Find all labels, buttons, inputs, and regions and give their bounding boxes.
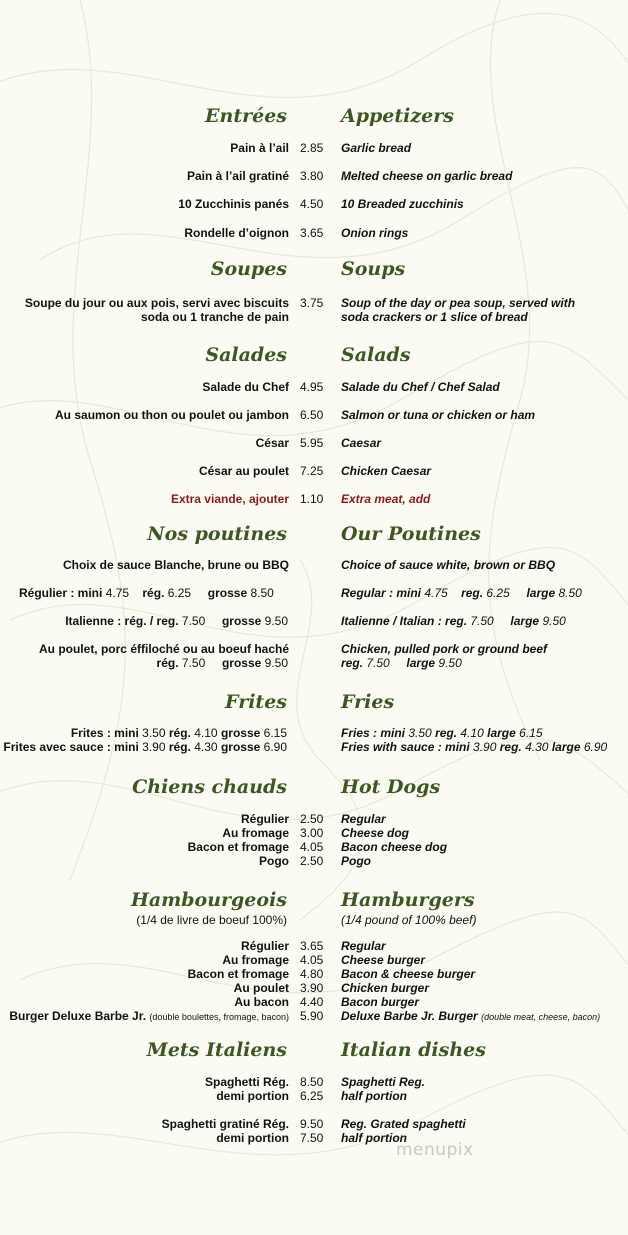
hot-dogs-heading: Hot Dogs: [341, 776, 441, 798]
size-label: large: [551, 740, 581, 754]
size-label: reg.: [341, 656, 364, 670]
hamburger-subtitle-fr: (1/4 de livre de boeuf 100%): [136, 913, 287, 927]
menu-item-price: 4.95: [300, 380, 324, 394]
menu-item-price: 3.00: [300, 826, 324, 840]
menu-item-fr: Au saumon ou thon ou poulet ou jambon: [55, 408, 289, 422]
price: 4.75: [424, 586, 448, 600]
extra-meat-fr: Extra viande, ajouter: [170, 492, 289, 506]
menu-item-price: 4.40: [300, 995, 324, 1009]
price: 6.90: [263, 740, 287, 754]
menu-item-price: 1.10: [300, 492, 324, 506]
menu-item-fr: Régulier: [240, 812, 289, 826]
appetizers-heading: Appetizers: [341, 105, 454, 127]
price: 3.50: [408, 726, 432, 740]
price: 9.50: [264, 656, 288, 670]
menu-item-en: Cheese burger: [341, 953, 426, 967]
menu-item-en: Chicken Caesar: [341, 464, 432, 478]
menu-item-en: Onion rings: [341, 226, 409, 240]
sauce-choice-en: Choice of sauce white, brown or BBQ: [341, 558, 556, 572]
size-label: grosse: [207, 586, 248, 600]
hambourgeois-heading: Hambourgeois: [130, 889, 287, 911]
size-label: rég.: [142, 586, 165, 600]
menu-item-fr: Bacon et fromage: [187, 967, 289, 981]
size-label: Regular : mini: [341, 586, 422, 600]
price: 4.30: [194, 740, 218, 754]
size-label: grosse: [220, 726, 261, 740]
size-label: large: [510, 614, 540, 628]
menu-item-en: Salmon or tuna or chicken or ham: [341, 408, 536, 422]
size-label: grosse: [221, 614, 262, 628]
menu-item-en: Reg. Grated spaghetti: [341, 1117, 466, 1131]
menu-item-fr: Au poulet: [233, 981, 289, 995]
soup-description-en-2: soda crackers or 1 slice of bread: [341, 310, 528, 324]
size-label: Fries : mini: [341, 726, 406, 740]
deluxe-burger-name: Burger Deluxe Barbe Jr.: [9, 1009, 147, 1023]
deluxe-burger-en: [341, 1009, 600, 1024]
menu-item-fr: Régulier: [240, 939, 289, 953]
menu-item-en: Bacon burger: [341, 995, 420, 1009]
poutine-italian-en: [341, 614, 566, 628]
menu-item-price: 9.50: [300, 1117, 324, 1131]
menu-item-price: 3.65: [300, 939, 324, 953]
price: 6.15: [519, 726, 543, 740]
price: 4.30: [525, 740, 549, 754]
poutine-italian-fr: [65, 614, 288, 628]
size-label: Italienne / Italian : reg.: [341, 614, 468, 628]
menu-item-price: 6.25: [300, 1089, 324, 1103]
menu-item-price: 4.05: [300, 840, 324, 854]
deluxe-burger-fr: [9, 1009, 289, 1024]
menu-item-en: Bacon cheese dog: [341, 840, 448, 854]
menu-item-fr: Salade du Chef: [202, 380, 289, 394]
deluxe-burger-note: (double boulettes, fromage, bacon): [149, 1012, 289, 1022]
salads-heading: Salads: [341, 344, 411, 366]
price: 4.10: [460, 726, 484, 740]
soup-description-en: Soup of the day or pea soup, served with: [341, 296, 576, 310]
menu-item-en: Spaghetti Reg.: [341, 1075, 426, 1089]
menu-item-price: 7.50: [300, 1131, 324, 1145]
frites-heading: Frites: [225, 691, 287, 713]
menu-item-price: 2.50: [300, 854, 324, 868]
size-label: large: [406, 656, 436, 670]
price: 9.50: [438, 656, 462, 670]
soup-description-fr-2: soda ou 1 tranche de pain: [140, 310, 289, 324]
poutine-regular-en: [341, 586, 582, 600]
price: 9.50: [542, 614, 566, 628]
mets-italiens-heading: Mets Italiens: [146, 1039, 287, 1061]
menu-item-en: Garlic bread: [341, 141, 412, 155]
poutine-meat-fr-prices: [157, 656, 288, 670]
menu-item-price: 4.05: [300, 953, 324, 967]
menu-item-fr: Au fromage: [222, 826, 289, 840]
price: 3.50: [142, 726, 166, 740]
menu-item-price: 2.50: [300, 812, 324, 826]
size-label: reg.: [435, 726, 458, 740]
menu-item-price: 7.25: [300, 464, 324, 478]
salades-heading: Salades: [205, 344, 287, 366]
hamburger-subtitle-en: (1/4 pound of 100% beef): [341, 913, 477, 927]
menu-item-fr: Au bacon: [234, 995, 289, 1009]
soups-heading: Soups: [341, 258, 406, 280]
menu-item-fr: César au poulet: [198, 464, 289, 478]
menu-item-en: Pogo: [341, 854, 371, 868]
deluxe-burger-note: (double meat, cheese, bacon): [481, 1012, 601, 1022]
menu-item-fr: Spaghetti Rég.: [204, 1075, 289, 1089]
menu-item-fr: César: [255, 436, 289, 450]
poutine-meat-en-prices: [341, 656, 462, 670]
menu-item-fr: Rondelle d’oignon: [184, 226, 289, 240]
menu-item-en: Caesar: [341, 436, 382, 450]
size-label: rég.: [168, 740, 191, 754]
menu-item-price: 4.80: [300, 967, 324, 981]
price: 3.90: [142, 740, 166, 754]
size-label: rég.: [156, 656, 179, 670]
price: 7.50: [181, 656, 206, 670]
price: 8.50: [558, 586, 582, 600]
menu-item-en: Salade du Chef / Chef Salad: [341, 380, 500, 394]
menu-item-en: Chicken burger: [341, 981, 430, 995]
poutines-heading-fr: Nos poutines: [147, 523, 287, 545]
price: 6.15: [263, 726, 287, 740]
menu-item-fr: Pain à l’ail gratiné: [186, 169, 289, 183]
deluxe-burger-name: Deluxe Barbe Jr. Burger: [341, 1009, 478, 1023]
italian-dishes-heading: Italian dishes: [341, 1039, 486, 1061]
menu-item-price: 3.80: [300, 169, 324, 183]
fries-sauce-en: [341, 740, 607, 754]
menu-item-fr: demi portion: [216, 1131, 289, 1145]
size-label: rég.: [168, 726, 191, 740]
price: 3.90: [473, 740, 497, 754]
poutine-regular-fr: [19, 586, 274, 600]
poutine-meat-fr: Au poulet, porc éffiloché ou au boeuf haché: [38, 642, 289, 656]
menu-item-price: 5.90: [300, 1009, 324, 1023]
size-label: large: [487, 726, 516, 740]
menu-item-en: 10 Breaded zucchinis: [341, 197, 464, 211]
price: 8.50: [250, 586, 274, 600]
price: 6.25: [486, 586, 510, 600]
price: 4.75: [105, 586, 130, 600]
menu-item-price: 5.95: [300, 436, 324, 450]
size-label: Frites : mini: [70, 726, 139, 740]
price: 6.25: [167, 586, 192, 600]
soupes-heading: Soupes: [210, 258, 287, 280]
size-label: Frites avec sauce : mini: [3, 740, 139, 754]
menu-item-price: 2.85: [300, 141, 324, 155]
menu-item-en: Regular: [341, 939, 386, 953]
menu-item-fr: demi portion: [216, 1089, 289, 1103]
sauce-choice-fr: Choix de sauce Blanche, brune ou BBQ: [62, 558, 289, 572]
price: 6.90: [583, 740, 608, 754]
menu-item-en: half portion: [341, 1089, 407, 1103]
size-label: grosse: [220, 740, 261, 754]
extra-meat-en: Extra meat, add: [341, 492, 431, 506]
chiens-chauds-heading: Chiens chauds: [132, 776, 287, 798]
soup-description-fr: Soupe du jour ou aux pois, servi avec biscuits: [24, 296, 289, 310]
frites-mini-fr: [71, 726, 287, 740]
fries-mini-en: [341, 726, 543, 740]
menu-item-en: Melted cheese on garlic bread: [341, 169, 513, 183]
size-label: grosse: [221, 656, 262, 670]
menu-item-fr: Pogo: [259, 854, 289, 868]
entrees-heading: Entrées: [205, 105, 287, 127]
menu-item-en: half portion: [341, 1131, 407, 1145]
menu-item-en: Bacon & cheese burger: [341, 967, 476, 981]
menu-item-price: 6.50: [300, 408, 324, 422]
size-label: reg.: [499, 740, 522, 754]
menu-item-fr: Bacon et fromage: [187, 840, 289, 854]
menupix-watermark: menupix: [396, 1140, 474, 1160]
menu-item-fr: Au fromage: [222, 953, 289, 967]
size-label: Régulier : mini: [19, 586, 103, 600]
menu-item-fr: 10 Zucchinis panés: [178, 197, 289, 211]
menu-item-fr: Spaghetti gratiné Rég.: [161, 1117, 289, 1131]
poutines-heading-en: Our Poutines: [341, 523, 481, 545]
frites-sauce-fr: [3, 740, 287, 754]
price: 4.10: [194, 726, 218, 740]
size-label: Italienne : rég. / reg.: [65, 614, 179, 628]
menu-item-fr: Pain à l’ail: [230, 141, 289, 155]
menu-item-price: 4.50: [300, 197, 324, 211]
price: 7.50: [470, 614, 494, 628]
poutine-meat-en: Chicken, pulled pork or ground beef: [341, 642, 548, 656]
menu-item-price: 3.65: [300, 226, 324, 240]
price: 7.50: [366, 656, 390, 670]
price: 9.50: [264, 614, 288, 628]
size-label: large: [526, 586, 556, 600]
size-label: reg.: [461, 586, 484, 600]
price: 7.50: [181, 614, 206, 628]
size-label: Fries with sauce : mini: [341, 740, 470, 754]
hamburgers-heading: Hamburgers: [341, 889, 475, 911]
menu-item-en: Cheese dog: [341, 826, 410, 840]
menu-item-price: 3.75: [300, 296, 324, 310]
menu-item-en: Regular: [341, 812, 386, 826]
menu-item-price: 8.50: [300, 1075, 324, 1089]
menu-item-price: 3.90: [300, 981, 324, 995]
fries-heading: Fries: [341, 691, 395, 713]
